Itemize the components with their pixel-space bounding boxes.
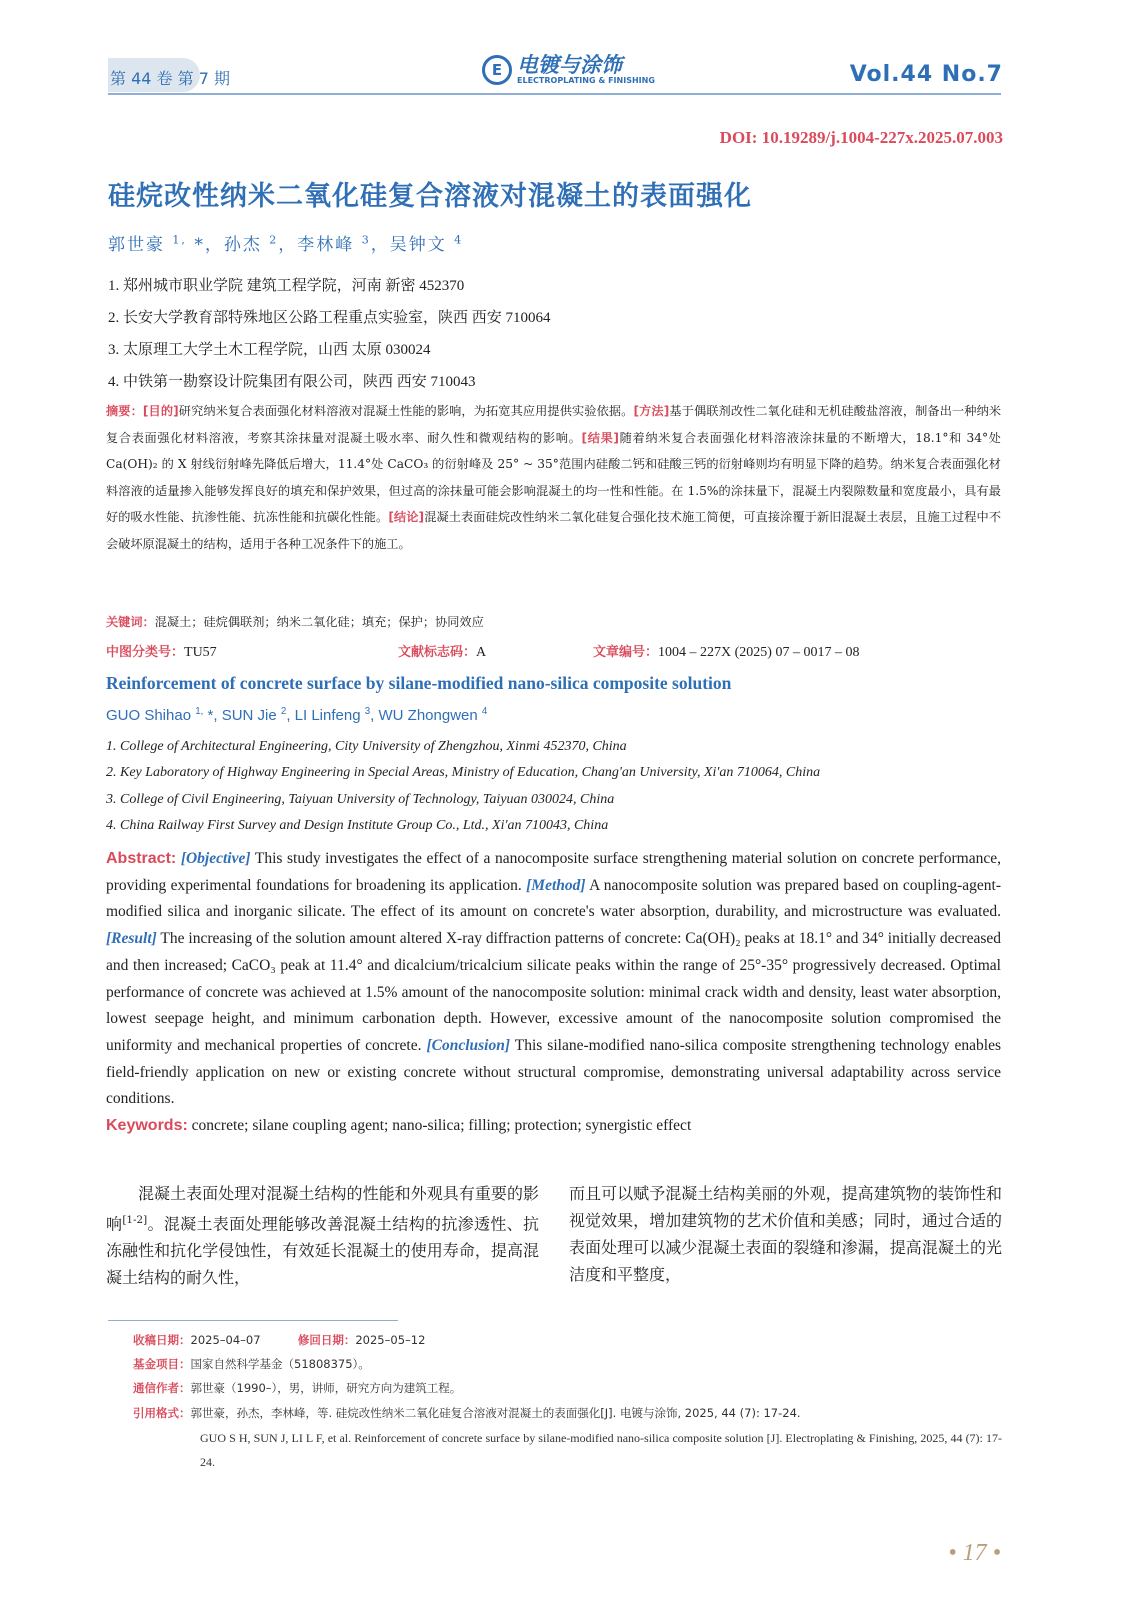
footnote-corresponding [133,1380,461,1396]
abstract-cn-conclusion-tag: [结论] [388,510,425,525]
body-left-text-b: 。混凝土表面处理能够改善混凝土结构的抗渗透性、抗冻融性和抗化学侵蚀性，有效延长混凝土的使用寿命，提高混凝土结构的耐久性， [106,1214,539,1288]
affiliation-cn-1: 1. 郑州城市职业学院 建筑工程学院，河南 新密 452370 [108,278,465,294]
authors-en: GUO Shihao $^{1,}$ *, SUN Jie $^2$, LI Linfeng $^3$, WU Zhongwen $^4$ [106,706,488,724]
abstract-en-conclusion: This silane-modified nano-silica composite strengthening technology enables field-friendly application on new or existing concrete without structural compromise, demonstrating universal adaptability across service conditions. [106,1036,1001,1108]
affiliation-cn-2: 2. 长安大学教育部特殊地区公路工程重点实验室，陕西 西安 710064 [108,310,551,326]
header-volume-en: Vol.44 No.7 [849,62,1003,87]
affiliation-en-2: 2. Key Laboratory of Highway Engineering in Special Areas, Ministry of Education, Chang'an University, Xi'an 710064, China [106,765,821,780]
body-right-text: 而且可以赋予混凝土结构美丽的外观，提高建筑物的装饰性和视觉效果，增加建筑物的艺术价值和美感；同时，通过合适的表面处理可以减少混凝土表面的裂缝和渗漏，提高混凝土的光洁度和平整度， [569,1184,1002,1284]
keywords-cn-text: 混凝土；硅烷偶联剂；纳米二氧化硅；填充；保护；协同效应 [154,615,484,629]
page-number [948,1540,1001,1567]
affiliation-en-3: 3. College of Civil Engineering, Taiyuan University of Technology, Taiyuan 030024, China [106,792,615,807]
clc-label: 中图分类号： [106,645,185,660]
journal-logo-en: ELECTROPLATING & FINISHING [517,76,655,85]
authors-cn: 郭世豪 $^{1,}$ *，孙杰 $^2$，李林峰 $^3$，吴钟文 $^4$ [108,233,464,255]
affiliation-cn-3: 3. 太原理工大学土木工程学院，山西 太原 030024 [108,342,431,358]
doi[interactable]: DOI: 10.19289/j.1004-227x.2025.07.003 [719,128,1003,147]
abstract-cn-method: 基于偶联剂改性二氧化硅和无机硅酸盐溶液，制备出一种纳米复合表面强化材料溶液，考察其涂抹量对混凝土吸水率、耐久性和微观结构的影响。 [106,404,1002,445]
abstract-cn-conclusion: 混凝土表面硅烷改性纳米二氧化硅复合强化技术施工简便，可直接涂覆于新旧混凝土表层，且施工过程中不会破坏原混凝土的结构，适用于各种工况条件下的施工。 [106,510,1002,551]
cite-cn-text: 郭世豪，孙杰，李林峰，等. 硅烷改性纳米二氧化硅复合溶液对混凝土的表面强化[J]. 电镀与涂饰, 2025, 44 (7): 17-24. [190,1406,801,1420]
cite-label: 引用格式： [133,1406,191,1420]
footnote-dates [133,1332,425,1348]
abstract-cn-objective: 研究纳米复合表面强化材料溶液对混凝土性能的影响，为拓宽其应用提供实验依据。 [178,404,634,418]
footnote-citation-en: GUO S H, SUN J, LI L F, et al. Reinforcement of concrete surface by silane-modified nano-silica composite solution [J]. Electroplating & Finishing, 2025, 44 (7): 17-24. [200,1431,1002,1469]
doc-value: A [476,645,487,660]
abstract-en [106,846,1001,1140]
article-label: 文章编号： [593,645,659,660]
abstract-cn-label: 摘要： [106,404,143,418]
corr-label: 通信作者： [133,1381,191,1395]
received-label: 收稿日期： [133,1333,191,1347]
header-issue-cn: 第 44 卷 第 7 期 [110,69,230,88]
article-value: 1004 – 227X (2025) 07 – 0017 – 08 [658,645,860,660]
abstract-cn-method-tag: [方法] [633,404,670,418]
journal-logo-icon: E [482,55,512,85]
fund-text: 国家自然科学基金（51808375）。 [190,1357,370,1371]
abstract-en-method-tag: [Method] [526,876,586,894]
abstract-en-method: A nanocomposite solution was prepared based on coupling-agent-modified silica and inorganic silicate. The effect of its amount on concrete's water absorption, durability, and microstructure was evaluated. [106,876,1001,921]
revised-date: 2025–05–12 [355,1333,426,1347]
keywords-en-label: Keywords: [106,1117,188,1135]
footnote-divider [108,1320,398,1321]
footnote-citation-cn [133,1405,801,1421]
affiliation-en-1: 1. College of Architectural Engineering, City University of Zhengzhou, Xinmi 452370, China [106,739,627,754]
abstract-en-conclusion-tag: [Conclusion] [426,1036,511,1054]
page-dot-right: • [992,1540,1001,1566]
abstract-en-objective-tag: [Objective] [180,850,251,867]
abstract-en-objective: This study investigates the effect of a nanocomposite surface strengthening material solution on concrete performance, providing experimental foundations for broadening its application. [106,850,1001,894]
corr-text: 郭世豪（1990–），男，讲师，研究方向为建筑工程。 [190,1381,462,1395]
clc-number [106,641,217,661]
page-number-value: 17 [962,1540,987,1566]
title-en: Reinforcement of concrete surface by silane-modified nano-silica composite solution [106,673,732,693]
header-divider [108,93,1001,95]
body-column-right [569,1180,1002,1288]
citation-ref[interactable]: [1-2] [122,1214,148,1226]
affiliation-cn-4: 4. 中铁第一勘察设计院集团有限公司，陕西 西安 710043 [108,374,476,390]
journal-logo-cn: 电镀与涂饰 [517,52,622,77]
doc-label: 文献标志码： [398,645,477,660]
clc-value: TU57 [184,645,217,660]
abstract-cn-result-tag: [结果] [581,430,620,445]
revised-label: 修回日期： [297,1333,356,1347]
abstract-en-label: Abstract: [106,850,177,867]
received-date: 2025–04–07 [190,1333,261,1347]
fund-label: 基金项目： [133,1357,191,1371]
keywords-en-text: concrete; silane coupling agent; nano-silica; filling; protection; synergistic effect [191,1117,692,1135]
abstract-en-result: The increasing of the solution amount altered X-ray diffraction patterns of concrete: Ca(OH)₂ peaks at 18.1° and 34° initially decreased and then increased; CaCO₃ peak at 11.4° and dicalcium/tricalcium silicate peaks within the range of 25°-35° progressively decreased. Optimal performance of concrete was achieved at 1.5% amount of the nanocomposite solution: minimal crack width and density, least water absorption, lowest seepage height, and minimum carbonation depth. However, excessive amount of the nanocomposite solution compromised the uniformity and mechanical properties of concrete. [106,930,1001,1054]
abstract-cn-result: 随着纳米复合表面强化材料溶液涂抹量的不断增大，18.1°和 34°处 Ca(OH)₂ 的 X 射线衍射峰先降低后增大，11.4°处 CaCO₃ 的衍射峰及 25° ~ 35°范围内硅酸二钙和硅酸三钙的衍射峰则均有明显下降的趋势。纳米复合表面强化材料溶液的适量掺入能够发挥良好的填充和保护效果，但过高的涂抹量可能会影响混凝土的均一性和性能。在 1.5%的涂抹量下，混凝土内裂隙数量和宽度最小，具有最好的吸水性能、抗渗性能、抗冻性能和抗碳化性能。 [106,430,1001,525]
keywords-cn [106,613,484,630]
body-left-text-a: 混凝土表面处理对混凝土结构的性能和外观具有重要的影响 [106,1184,539,1234]
article-number [593,641,859,661]
document-code [398,641,486,661]
journal-logo [482,54,655,85]
keywords-cn-label: 关键词： [106,615,155,629]
page-dot-left: • [948,1540,957,1566]
abstract-cn-objective-tag: [目的] [142,404,179,418]
abstract-cn [106,398,1001,558]
affiliation-en-4: 4. China Railway First Survey and Design Institute Group Co., Ltd., Xi'an 710043, China [106,818,609,833]
body-column-left [106,1180,539,1291]
footnote-fund [133,1356,370,1372]
title-cn: 硅烷改性纳米二氧化硅复合溶液对混凝土的表面强化 [108,181,752,212]
abstract-en-result-tag: [Result] [106,930,157,948]
